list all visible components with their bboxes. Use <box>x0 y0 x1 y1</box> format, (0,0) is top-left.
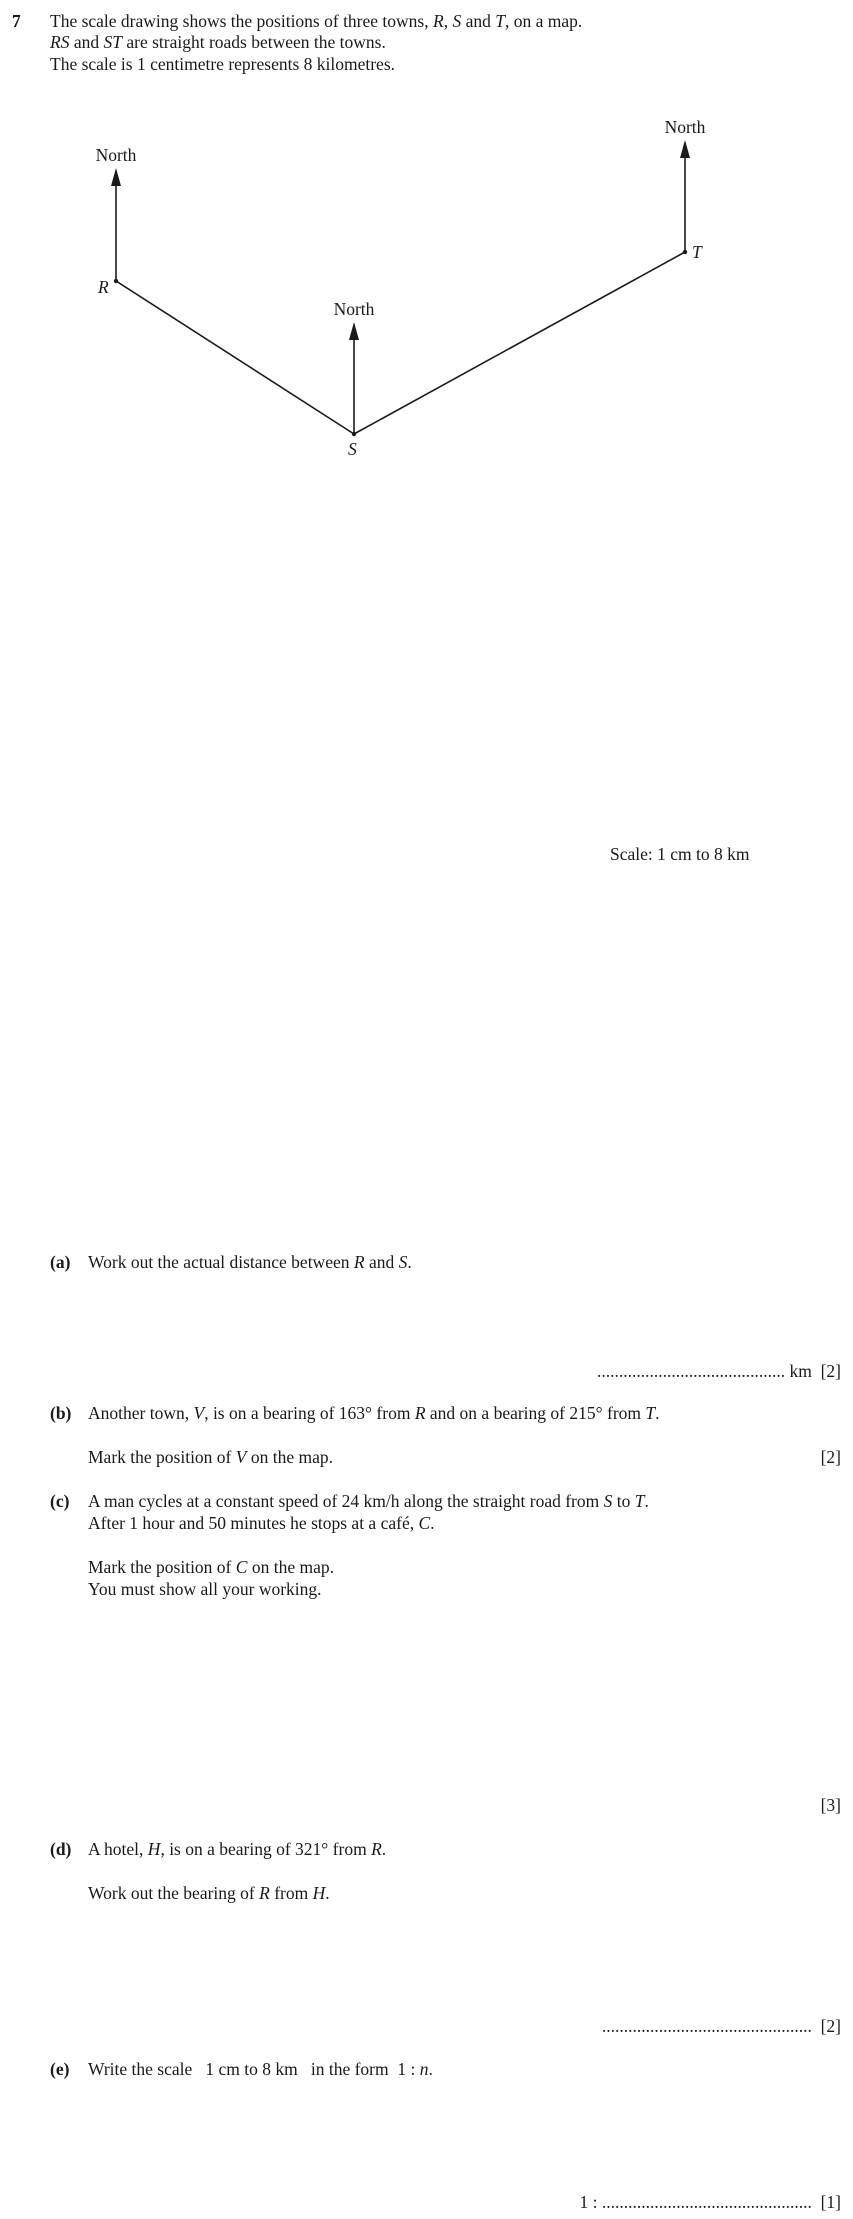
intro-line-3: The scale is 1 centimetre represents 8 kilometres. <box>50 54 396 74</box>
road-ST <box>354 252 685 434</box>
part-d-line-2: Work out the bearing of R from H. <box>88 1883 330 1903</box>
part-d-marks: [2] <box>820 2016 841 2036</box>
part-d-answer-line[interactable]: ................................................ <box>601 2016 812 2036</box>
part-e-label: (e) <box>50 2059 70 2079</box>
question-number: 7 <box>12 11 21 31</box>
part-e-answer <box>579 2191 841 2213</box>
scale-drawing <box>0 0 853 480</box>
part-b-line-1: Another town, V, is on a bearing of 163° from R and on a bearing of 215° from T. <box>88 1403 660 1423</box>
part-c-line-3: Mark the position of C on the map. <box>88 1557 334 1577</box>
road-RS <box>116 281 354 434</box>
part-b-marks: [2] <box>820 1447 841 1467</box>
town-point-S <box>352 432 356 436</box>
north-arrowhead-T <box>680 140 690 158</box>
part-c-line-4: You must show all your working. <box>88 1579 322 1599</box>
part-e-text: Write the scale 1 cm to 8 km in the form 1 : n. <box>88 2059 433 2079</box>
north-label-S: North <box>333 299 375 319</box>
part-c-line-2: After 1 hour and 50 minutes he stops at a café, C. <box>88 1513 435 1533</box>
town-label-R: R <box>98 277 109 297</box>
north-label-R: North <box>95 145 137 165</box>
intro-line-2: RS and ST are straight roads between the towns. <box>50 32 386 52</box>
part-b-line-2: Mark the position of V on the map. <box>88 1447 333 1467</box>
north-arrowhead-S <box>349 322 359 340</box>
part-e-marks: [1] <box>820 2192 841 2212</box>
part-a-marks: [2] <box>820 1361 841 1381</box>
town-label-T: T <box>692 242 702 262</box>
part-a-unit: km <box>789 1361 812 1381</box>
north-label-T: North <box>664 117 706 137</box>
part-a-answer-line[interactable]: ........................................... <box>596 1361 786 1381</box>
town-point-R <box>114 279 118 283</box>
part-a-label: (a) <box>50 1252 71 1272</box>
part-d-line-1: A hotel, H, is on a bearing of 321° from R. <box>88 1839 387 1859</box>
intro-line-1: The scale drawing shows the positions of three towns, R, S and T, on a map. <box>50 11 583 31</box>
part-b-label: (b) <box>50 1403 72 1423</box>
scale-text: Scale: 1 cm to 8 km <box>610 844 750 864</box>
part-a-text: Work out the actual distance between R and S. <box>88 1252 412 1272</box>
part-a-answer <box>597 1360 841 1382</box>
part-e-answer-line[interactable]: ................................................ <box>601 2192 812 2212</box>
part-e-answer-prefix: 1 : <box>579 2192 598 2212</box>
part-c-marks: [3] <box>820 1795 841 1815</box>
town-label-S: S <box>348 439 357 459</box>
part-d-label: (d) <box>50 1839 72 1859</box>
town-point-T <box>683 250 687 254</box>
north-arrowhead-R <box>111 168 121 186</box>
part-c-line-1: A man cycles at a constant speed of 24 km/h along the straight road from S to T. <box>88 1491 649 1511</box>
part-c-label: (c) <box>50 1491 70 1511</box>
part-d-answer <box>602 2015 841 2037</box>
